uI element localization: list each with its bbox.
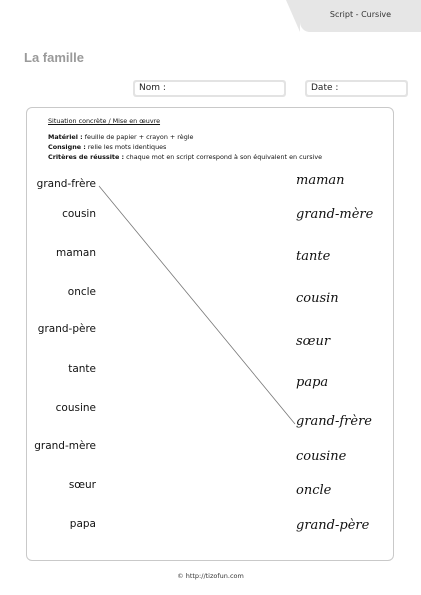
left-word[interactable]: cousine xyxy=(55,402,96,414)
date-label: Date : xyxy=(307,82,406,95)
footer-url[interactable]: http://tizofun.com xyxy=(185,572,244,580)
right-word[interactable]: sœur xyxy=(296,334,331,349)
left-word[interactable]: grand-père xyxy=(37,323,96,335)
consigne-text: relie les mots identiques xyxy=(87,143,167,151)
footer xyxy=(0,572,421,580)
materiel-text: feuille de papier + crayon + règle xyxy=(84,133,194,141)
left-word[interactable]: oncle xyxy=(67,286,96,298)
right-word[interactable]: tante xyxy=(296,249,331,264)
criteres-text: chaque mot en script correspond à son équivalent en cursive xyxy=(126,153,323,161)
name-label: Nom : xyxy=(135,82,284,95)
left-word[interactable]: cousin xyxy=(62,208,96,220)
left-word[interactable]: grand-mère xyxy=(34,440,96,452)
right-word[interactable]: grand-mère xyxy=(296,207,374,222)
left-word[interactable]: maman xyxy=(56,247,96,259)
right-word[interactable]: cousin xyxy=(296,291,339,306)
right-word[interactable]: grand-père xyxy=(296,518,370,533)
right-word[interactable]: papa xyxy=(296,375,329,390)
right-word[interactable]: grand-frère xyxy=(296,414,373,429)
right-word[interactable]: maman xyxy=(296,173,345,188)
left-word[interactable]: tante xyxy=(68,363,96,375)
copyright-icon: © xyxy=(177,572,184,580)
page-title: La famille xyxy=(24,50,84,65)
right-word[interactable]: oncle xyxy=(296,483,332,498)
left-word[interactable]: sœur xyxy=(68,479,96,491)
left-word[interactable]: papa xyxy=(69,518,96,530)
criteres-label: Critères de réussite : xyxy=(48,153,125,161)
tab-label: Script - Cursive xyxy=(329,10,392,19)
materiel-label: Matériel : xyxy=(48,133,83,141)
situation-text: Situation concrète / Mise en œuvre xyxy=(48,117,161,125)
left-word[interactable]: grand-frère xyxy=(36,178,96,190)
consigne-label: Consigne : xyxy=(48,143,86,151)
grand-frere-link xyxy=(99,186,295,424)
right-word[interactable]: cousine xyxy=(296,449,347,464)
